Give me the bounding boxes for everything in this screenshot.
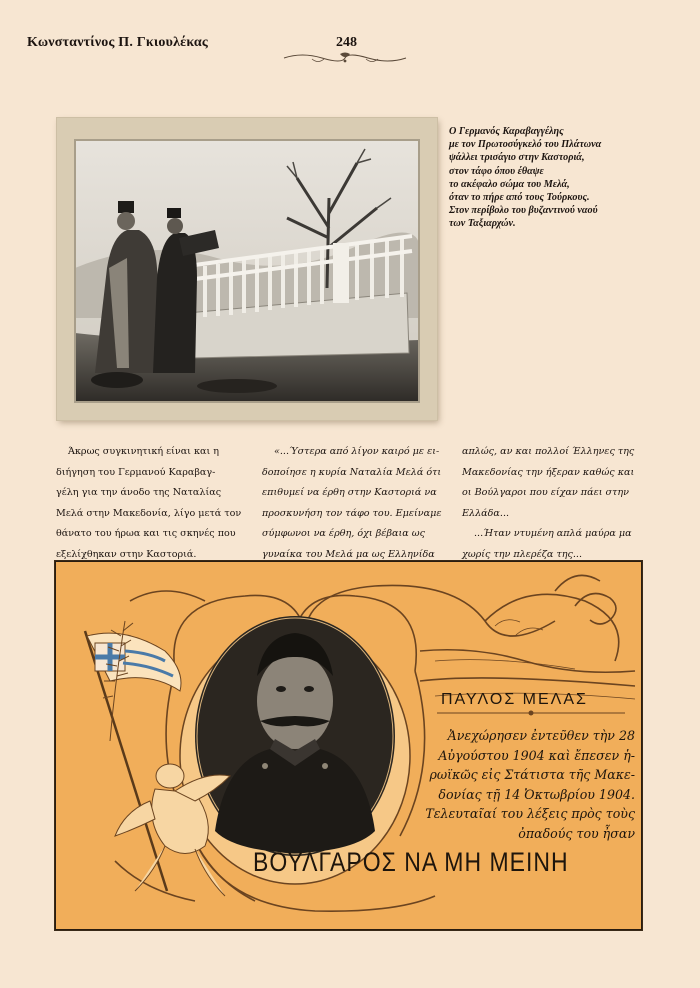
text-line: ...Ήταν ντυμένη απλά μαύρα μα [474, 528, 632, 540]
postcard-line: δονίας τῇ 14 Ὀκτωβρίου 1904. [438, 786, 635, 802]
caption-line: των Ταξιαρχών. [449, 218, 516, 230]
text-line: θάνατο του ήρωα και τις σκηνές που [56, 528, 236, 540]
photo-caption [449, 125, 649, 231]
header-ornament-icon [282, 50, 408, 66]
caption-line: το ακέφαλο σώμα του Μελά, [449, 178, 570, 190]
text-line: «...Ύστερα από λίγον καιρό με ει- [274, 446, 440, 457]
header-author: Κωνσταντίνος Π. Γκιουλέκας [27, 35, 209, 50]
grave-photo-image [57, 118, 437, 420]
caption-line: με τον Πρωτοσύγκελό του Πλάτωνα [449, 139, 602, 151]
postcard-line: Αὐγούστου 1904 καὶ ἔπεσεν ἡ- [438, 747, 635, 763]
postcard-line: ὀπαδούς του ἦσαν [518, 825, 635, 841]
body-column-3 [462, 442, 644, 566]
postcard-line: Τελευταῖαί του λέξεις πρὸς τοὺς [425, 806, 635, 822]
text-line: Άκρως συγκινητική είναι και η [68, 446, 220, 457]
caption-line: όταν το πήρε από τους Τούρκους. [449, 192, 590, 204]
text-line: εξελίχθηκαν στην Καστοριά. [56, 548, 197, 560]
postcard-line: Ἀνεχώρησεν ἐντεῦθεν τὴν 28 [447, 728, 635, 743]
postcard-text [395, 726, 635, 844]
body-column-1 [56, 442, 240, 566]
caption-line: ψάλλει τρισάγιο στην Καστοριά, [449, 152, 585, 164]
text-line: Μακεδονίας την ήξεραν καθώς και [462, 466, 635, 478]
text-line: προσκυνήση τον τάφο του. Εμείναμε [262, 507, 442, 519]
text-line: επιθυμεί να έρθη στην Καστοριά να [262, 487, 437, 499]
caption-line: Ο Γερμανός Καραβαγγέλης [449, 126, 564, 137]
postcard-line: ρωϊκῶς εἰς Στάτιστα τῆς Μακε- [429, 767, 635, 783]
body-column-2 [262, 442, 442, 566]
page-number: 248 [336, 35, 357, 50]
caption-line: Στον περίβολο του βυζαντινού ναού [449, 205, 598, 217]
text-line: γυναίκα του Μελά μα ως Ελληνίδα [262, 548, 435, 560]
postcard-name: ΠΑΥΛΟΣ ΜΕΛΑΣ [441, 691, 588, 708]
postcard-slogan: ΒΟΥΛΓΑΡΟΣ ΝΑ ΜΗ ΜΕΙΝΗ [253, 847, 569, 877]
memorial-postcard [55, 561, 642, 930]
text-line: διήγηση του Γερμανού Καραβαγ- [56, 466, 216, 478]
text-line: οι Βούλγαροι που είχαν πάει στην [462, 487, 629, 499]
text-line: Μελά στην Μακεδονία, λίγο μετά τον [56, 507, 242, 519]
text-line: σύμφωνοι να έρθη, όχι βέβαια ως [262, 528, 425, 540]
text-line: Ελλάδα... [462, 507, 510, 519]
caption-line: στον τάφο όπου έθαψε [449, 165, 544, 177]
grave-photograph [57, 118, 437, 420]
text-line: χωρίς την πλερέζα της... [462, 548, 583, 560]
text-line: απλώς, αν και πολλοί Έλληνες της [462, 446, 635, 457]
text-line: δοποίησε η κυρία Ναταλία Μελά ότι [262, 466, 442, 478]
text-line: γέλη για την άνοδο της Ναταλίας [56, 487, 222, 499]
